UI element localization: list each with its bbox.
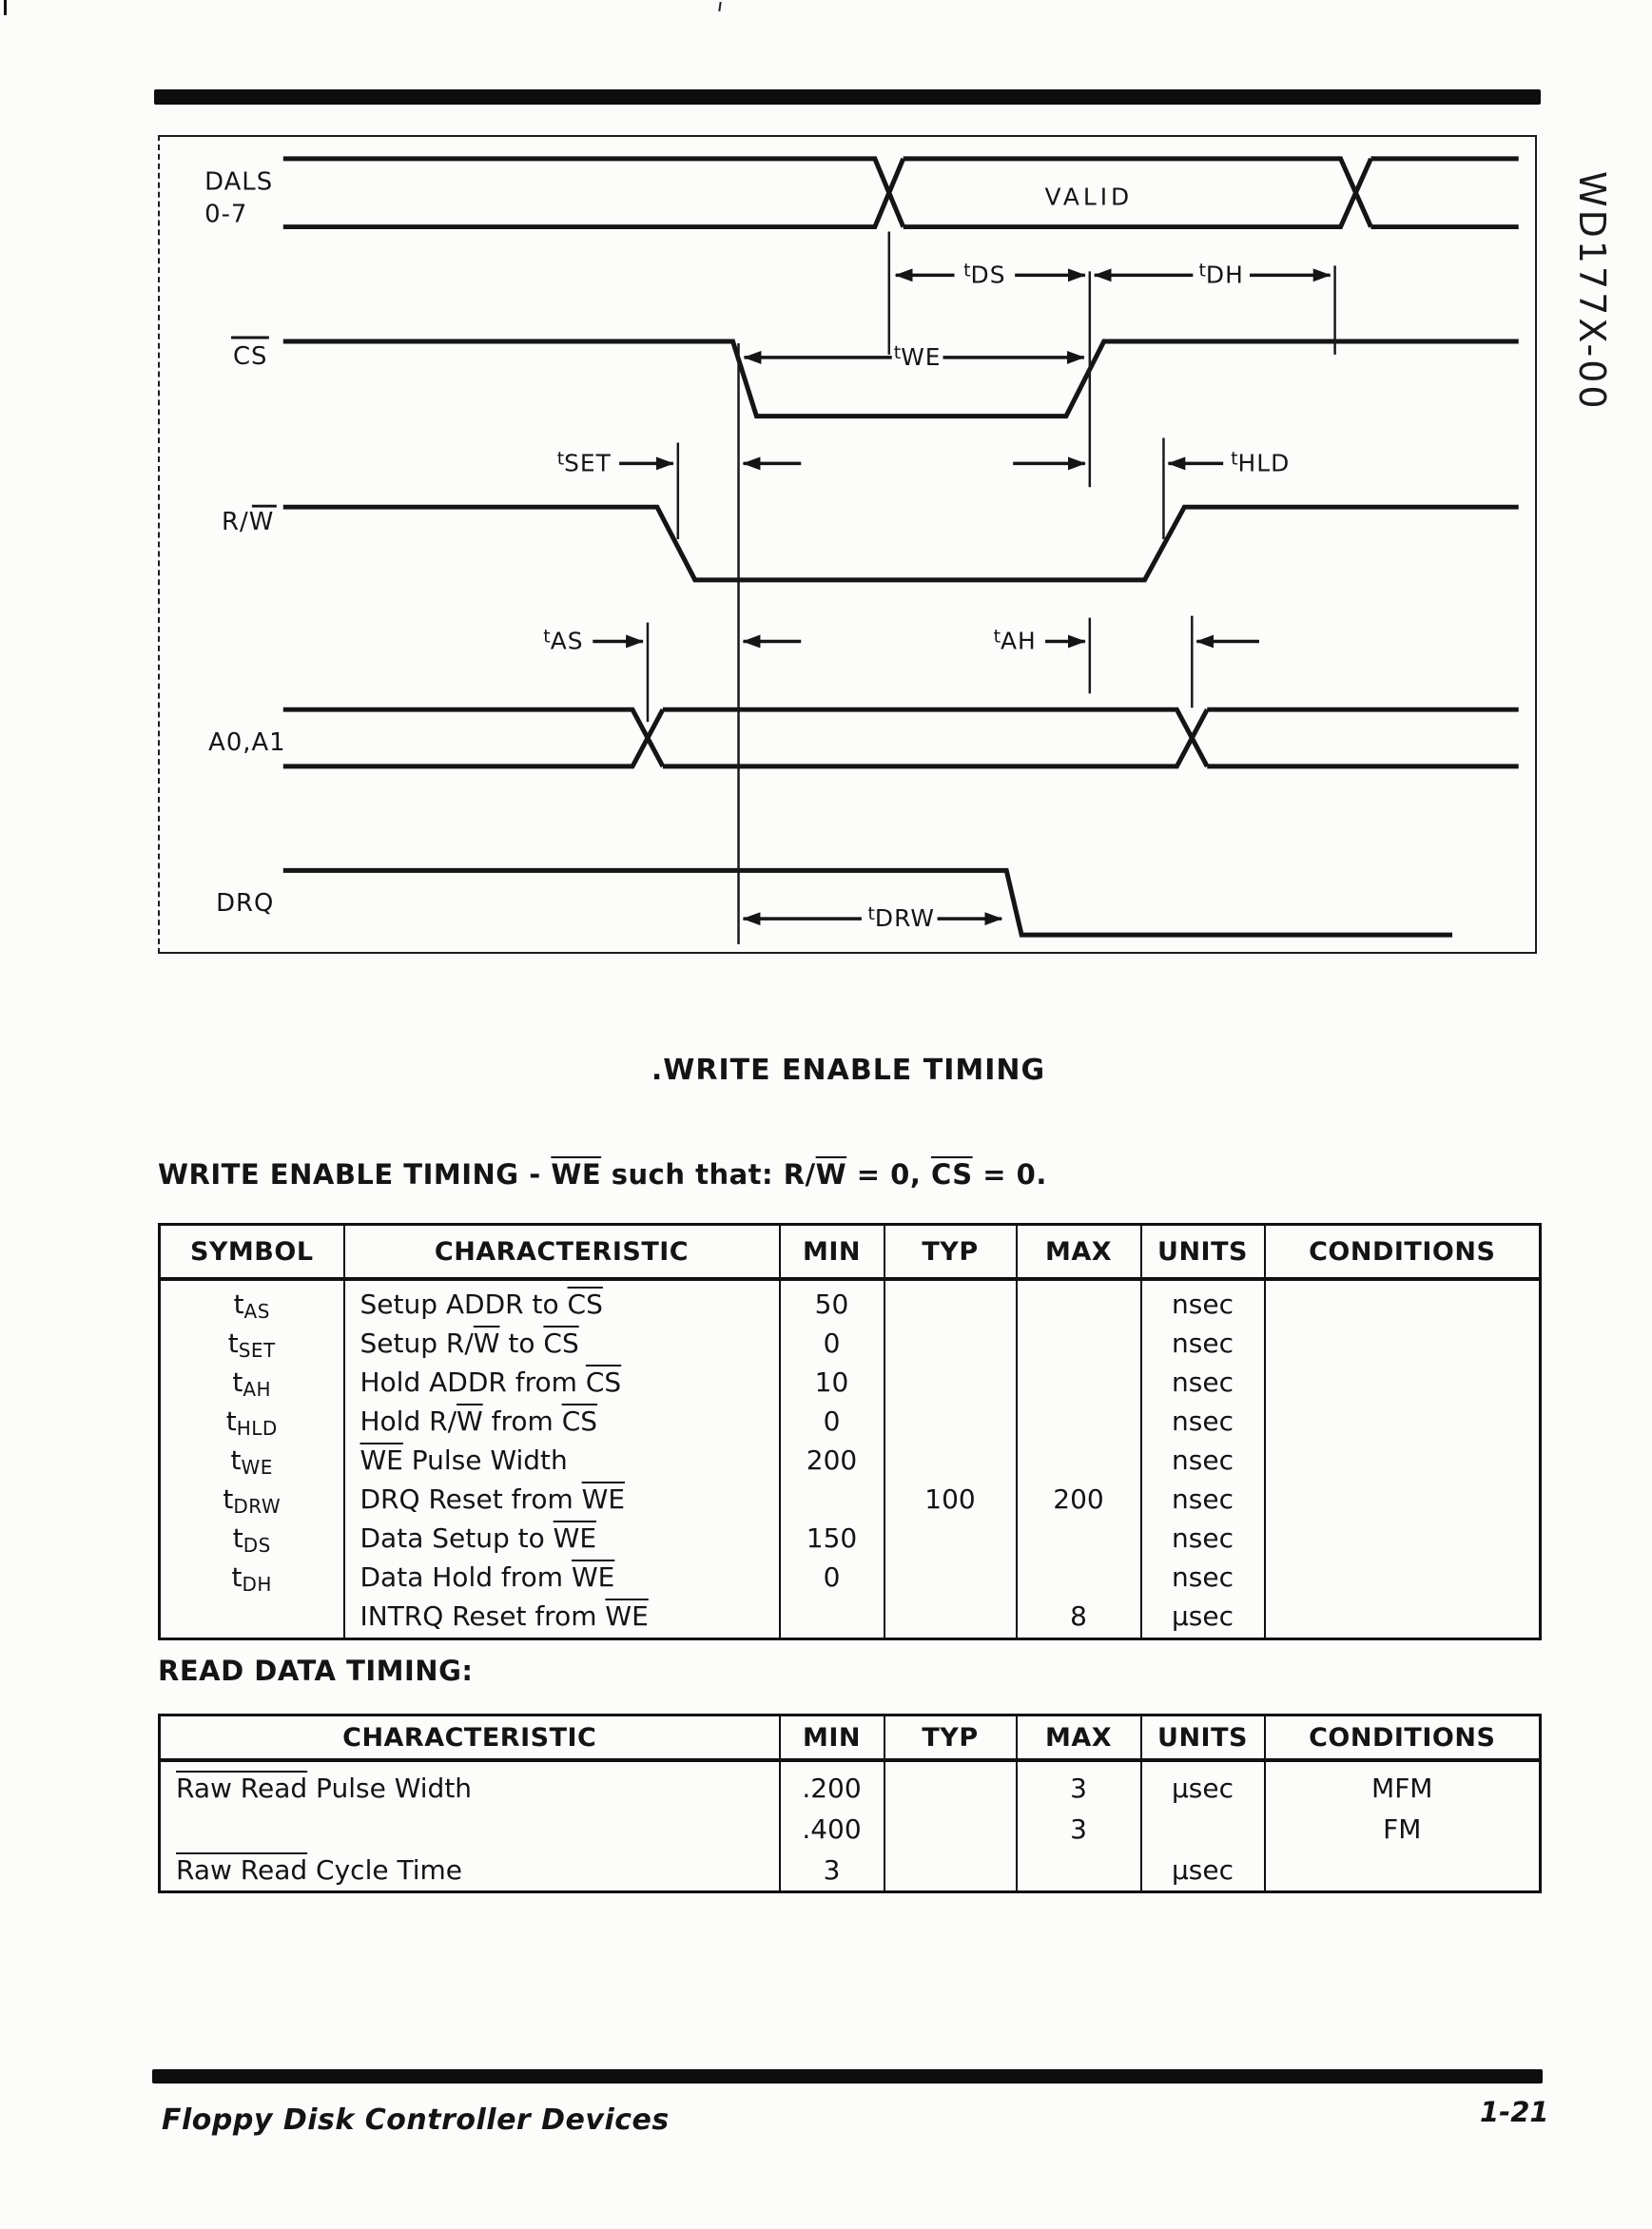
top-rule <box>154 89 1541 105</box>
cell-cond: FM <box>1265 1809 1541 1850</box>
dals-bus-waveform <box>283 159 1519 227</box>
heading-text: = 0, <box>846 1158 931 1191</box>
signal-label-rw: R/W <box>222 508 275 537</box>
column-header-max: MAX <box>1017 1715 1141 1761</box>
read-data-timing-table <box>158 1714 1542 1893</box>
diagram-caption: .WRITE ENABLE TIMING <box>651 1054 1046 1087</box>
cell-char: DRQ Reset from $\overline{WE}$ <box>344 1483 780 1522</box>
cell-sym: $t_{HLD}$ <box>225 1405 278 1440</box>
cell-max <box>1017 1279 1141 1328</box>
cell-units: nsec <box>1141 1444 1265 1483</box>
cell-cond: MFM <box>1265 1760 1541 1809</box>
tdh-label: tDH <box>1198 260 1244 289</box>
rw-waveform <box>283 507 1519 580</box>
cell-units: μsec <box>1141 1760 1265 1809</box>
cell-max: 8 <box>1017 1600 1141 1639</box>
scan-artifact-tick <box>718 2 721 11</box>
cell-sym: $t_{DH}$ <box>231 1561 272 1596</box>
cell-typ <box>884 1809 1017 1850</box>
cell-typ <box>884 1522 1017 1561</box>
cell-min <box>780 1600 884 1639</box>
heading-text: such that: R/ <box>601 1158 816 1191</box>
cell-sym: $t_{DRW}$ <box>223 1483 282 1518</box>
table-header-row <box>160 1225 1541 1280</box>
cell-min: 10 <box>780 1366 884 1405</box>
heading-cs-overline: $\overline{CS}$ <box>930 1158 973 1191</box>
cell-max <box>1017 1850 1141 1892</box>
heading-text: = 0. <box>972 1158 1047 1191</box>
cell-char: Setup $R/\overline{W}$ to $\overline{CS}$ <box>344 1328 780 1366</box>
heading-we-overline: $\overline{WE}$ <box>551 1158 602 1191</box>
dimension-arrows <box>593 275 1330 919</box>
column-header-symbol: SYMBOL <box>160 1225 344 1280</box>
column-header-typ: TYP <box>884 1715 1017 1761</box>
cell-sym: $t_{AS}$ <box>233 1289 270 1323</box>
column-header-max: MAX <box>1017 1225 1141 1280</box>
table-row <box>160 1328 1541 1366</box>
write-enable-timing-diagram <box>158 135 1537 954</box>
twe-label: tWE <box>893 341 942 371</box>
cell-min: 50 <box>780 1279 884 1328</box>
cell-typ: 100 <box>884 1483 1017 1522</box>
table-row <box>160 1561 1541 1600</box>
tset-label: tSET <box>556 448 612 477</box>
cell-typ <box>884 1328 1017 1366</box>
signal-label-a0a1: A0,A1 <box>208 727 286 757</box>
column-header-typ: TYP <box>884 1225 1017 1280</box>
cell-cond <box>1265 1279 1541 1328</box>
cell-units: nsec <box>1141 1522 1265 1561</box>
heading-w-overline: $\overline{W}$ <box>815 1158 847 1191</box>
cell-char: Hold $R/\overline{W}$ from $\overline{CS}$ <box>344 1405 780 1444</box>
cell-max <box>1017 1405 1141 1444</box>
cell-cond <box>1265 1483 1541 1522</box>
cell-units: nsec <box>1141 1483 1265 1522</box>
cell-typ <box>884 1279 1017 1328</box>
cell-char: Raw Read Pulse Width <box>176 1773 473 1804</box>
cell-char: Data Hold from $\overline{WE}$ <box>344 1561 780 1600</box>
cell-char: $\overline{WE}$ Pulse Width <box>344 1444 780 1483</box>
page-number: 1-21 <box>1480 2096 1549 2128</box>
cell-typ <box>884 1850 1017 1892</box>
cell-max <box>1017 1522 1141 1561</box>
table-row <box>160 1600 1541 1639</box>
cell-max <box>1017 1366 1141 1405</box>
cell-sym <box>160 1600 344 1639</box>
cell-units: nsec <box>1141 1279 1265 1328</box>
tah-label: tAH <box>993 626 1037 655</box>
signal-label-drq: DRQ <box>216 889 275 919</box>
cell-units: nsec <box>1141 1328 1265 1366</box>
cell-min: 0 <box>780 1561 884 1600</box>
cell-char: Raw Read Cycle Time <box>176 1854 463 1886</box>
table-row <box>160 1522 1541 1561</box>
cell-max: 200 <box>1017 1483 1141 1522</box>
cell-typ <box>884 1600 1017 1639</box>
table-row <box>160 1760 1541 1809</box>
cell-min: .200 <box>780 1760 884 1809</box>
cell-char: Setup ADDR to $\overline{CS}$ <box>344 1279 780 1328</box>
signal-label-dals: DALS <box>204 167 274 197</box>
cell-cond <box>1265 1328 1541 1366</box>
cell-char <box>160 1809 780 1850</box>
cell-typ <box>884 1561 1017 1600</box>
cell-min: 0 <box>780 1328 884 1366</box>
cell-typ <box>884 1444 1017 1483</box>
footer-rule <box>152 2069 1543 2084</box>
valid-label: VALID <box>1044 183 1134 211</box>
cell-cond <box>1265 1561 1541 1600</box>
cell-min: 3 <box>780 1850 884 1892</box>
cell-char: Data Setup to $\overline{WE}$ <box>344 1522 780 1561</box>
cell-min: 200 <box>780 1444 884 1483</box>
a0a1-bus-waveform <box>283 709 1519 766</box>
cell-max <box>1017 1328 1141 1366</box>
table-row <box>160 1483 1541 1522</box>
cell-units: nsec <box>1141 1366 1265 1405</box>
tds-label: tDS <box>963 260 1006 289</box>
footer-section-title: Floppy Disk Controller Devices <box>162 2103 670 2137</box>
tas-label: tAS <box>543 626 584 655</box>
cell-cond <box>1265 1405 1541 1444</box>
cell-sym: $t_{DS}$ <box>232 1522 271 1557</box>
scan-artifact-tick <box>4 0 7 15</box>
cell-min <box>780 1483 884 1522</box>
cell-units: μsec <box>1141 1600 1265 1639</box>
cell-max <box>1017 1561 1141 1600</box>
cell-max: 3 <box>1017 1809 1141 1850</box>
column-header-conditions: CONDITIONS <box>1265 1225 1541 1280</box>
timing-diagram-svg <box>160 137 1535 952</box>
cell-cond <box>1265 1850 1541 1892</box>
cell-typ <box>884 1760 1017 1809</box>
cell-char: Hold ADDR from $\overline{CS}$ <box>344 1366 780 1405</box>
cell-sym: $t_{WE}$ <box>230 1444 273 1479</box>
cell-typ <box>884 1366 1017 1405</box>
cell-units: nsec <box>1141 1405 1265 1444</box>
column-header-min: MIN <box>780 1715 884 1761</box>
column-header-min: MIN <box>780 1225 884 1280</box>
cell-max: 3 <box>1017 1760 1141 1809</box>
cell-cond <box>1265 1444 1541 1483</box>
signal-label-dals-range: 0-7 <box>204 200 248 229</box>
cell-cond <box>1265 1600 1541 1639</box>
cell-cond <box>1265 1522 1541 1561</box>
cell-units <box>1141 1809 1265 1850</box>
column-header-units: UNITS <box>1141 1715 1265 1761</box>
write-enable-heading <box>158 1158 1047 1191</box>
table-header-row <box>160 1715 1541 1761</box>
cell-min: 150 <box>780 1522 884 1561</box>
cell-units: μsec <box>1141 1850 1265 1892</box>
read-data-timing-heading: READ DATA TIMING: <box>158 1655 474 1687</box>
cell-cond <box>1265 1366 1541 1405</box>
cell-min: 0 <box>780 1405 884 1444</box>
column-header-characteristic: CHARACTERISTIC <box>344 1225 780 1280</box>
write-enable-timing-table <box>158 1223 1542 1640</box>
cell-char: INTRQ Reset from $\overline{WE}$ <box>344 1600 780 1639</box>
cell-sym: $t_{SET}$ <box>227 1328 276 1362</box>
reference-lines <box>648 232 1335 945</box>
table-row <box>160 1850 1541 1892</box>
signal-label-cs: CS <box>233 341 268 371</box>
table-row <box>160 1444 1541 1483</box>
table-row <box>160 1405 1541 1444</box>
table-row <box>160 1809 1541 1850</box>
table-row <box>160 1279 1541 1328</box>
column-header-characteristic: CHARACTERISTIC <box>160 1715 780 1761</box>
heading-text: WRITE ENABLE TIMING - <box>158 1158 552 1191</box>
table-row <box>160 1366 1541 1405</box>
cell-max <box>1017 1444 1141 1483</box>
column-header-conditions: CONDITIONS <box>1265 1715 1541 1761</box>
column-header-units: UNITS <box>1141 1225 1265 1280</box>
document-number: WD177X-00 <box>1571 171 1613 412</box>
tdrw-label: tDRW <box>867 903 935 933</box>
thld-label: tHLD <box>1231 448 1291 477</box>
cell-units: nsec <box>1141 1561 1265 1600</box>
cell-min: .400 <box>780 1809 884 1850</box>
cell-typ <box>884 1405 1017 1444</box>
cell-sym: $t_{AH}$ <box>232 1366 272 1401</box>
